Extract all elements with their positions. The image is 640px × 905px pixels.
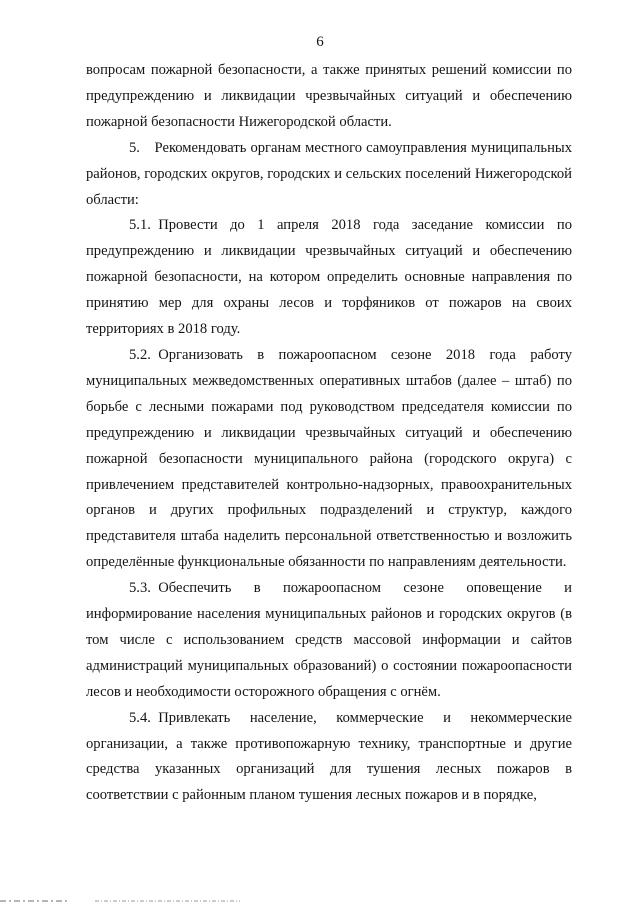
paragraph-item-5-1: 5.1. Провести до 1 апреля 2018 года заседание комиссии по предупреждению и ликвидации чрезвычайных ситуаций и обеспечению пожарной безопасности, на котором определить основные направления по принятию мер для охраны лесов и торфяников от пожаров на своих территориях в 2018 году. [86,217,572,338]
paragraph-item-5: 5. Рекомендовать органам местного самоуправления муниципальных районов, городских округов, городских и сельских поселений Нижегородской области: [86,139,572,208]
paragraph-item-5-4: 5.4. Привлекать население, коммерческие и некоммерческие организации, а также противопожарную технику, транспортные и другие средства указанных организаций для тушения лесных пожаров в соответствии с районным планом тушения лесных пожаров и в порядке, [86,709,572,804]
scan-footer-artifact [0,895,640,905]
paragraph-item-5-2: 5.2. Организовать в пожароопасном сезоне 2018 года работу муниципальных межведомственных оперативных штабов (далее – штаб) по борьбе с лесными пожарами под руководством председателя комиссии по предупреждению и ликвидации чрезвычайных ситуаций и обеспечению пожарной безопасности муниципального района (городского округа) с привлечением представителей контрольно-надзорных, правоохранительных органов и других профильных подразделений и структур, каждого представителя штаба наделить персональной ответственностью и возложить определённые функциональные обязанности по направлениям деятельности. [86,346,572,571]
paragraph-continuation: вопросам пожарной безопасности, а также принятых решений комиссии по предупреждению и ликвидации чрезвычайных ситуаций и обеспечению пожарной безопасности Нижегородской области. [86,62,572,130]
document-body [86,58,572,809]
paragraph-item-5-3: 5.3. Обеспечить в пожароопасном сезоне оповещение и информирование населения муниципальных районов и городских округов (в том числе с использованием средств массовой информации и сайтов администраций муниципальных образований) о состоянии пожароопасности лесов и необходимости осторожного обращения с огнём. [86,580,572,700]
page-number: 6 [316,34,324,50]
